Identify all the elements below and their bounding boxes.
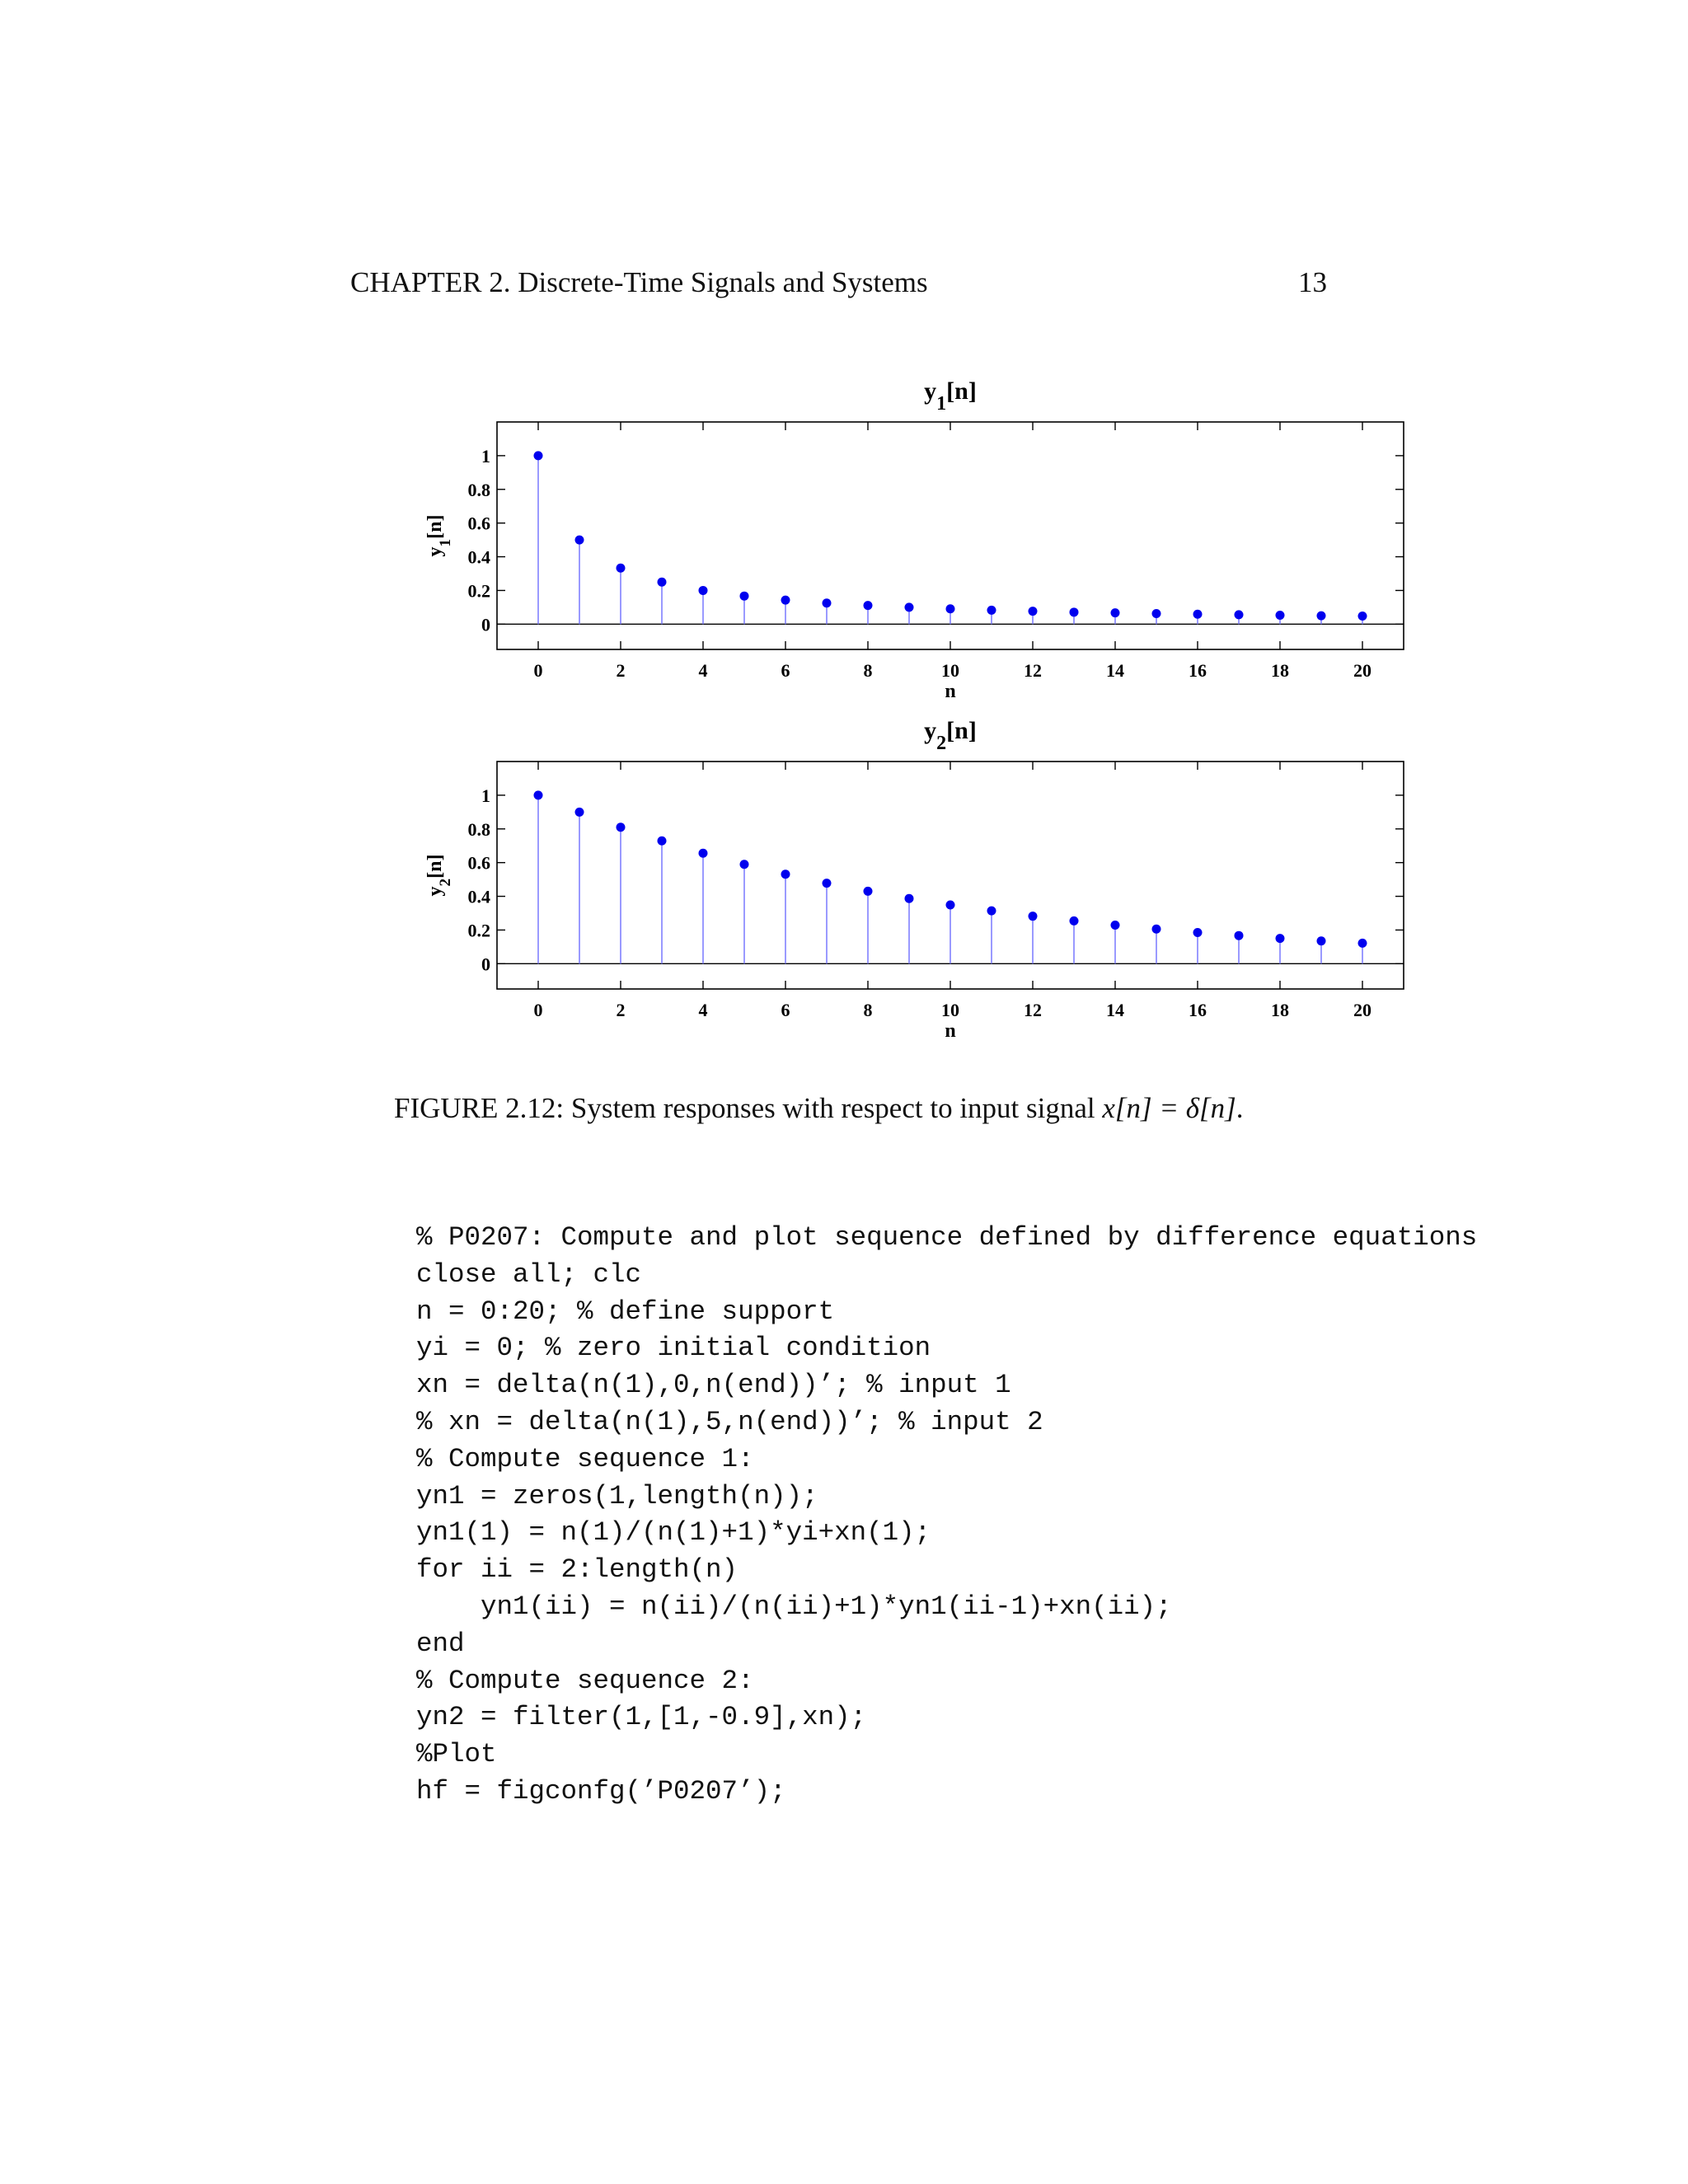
data-point [1111,608,1120,617]
x-axis-label: n [945,681,956,702]
y-tick-label: 0 [481,954,490,975]
x-tick-label: 16 [1189,660,1207,681]
data-point [905,602,914,612]
x-tick-label: 20 [1353,660,1372,681]
y-axis-label: $y_1[n]$ [424,514,454,557]
x-tick-label: 14 [1106,660,1124,681]
figure-caption [394,1092,1383,1125]
data-point [781,596,790,605]
caption-end: . [1236,1092,1244,1124]
plot-title: $y_1[n]$ [924,377,977,415]
running-head [350,266,1327,306]
data-point [699,849,708,858]
data-point [864,601,873,610]
y-tick-label: 0.8 [467,818,490,840]
data-point [987,907,996,916]
code-line: %Plot [416,1739,497,1770]
code-line: % P0207: Compute and plot sequence defined by difference equations [416,1222,1478,1253]
x-tick-label: 20 [1353,1000,1372,1020]
data-point [699,586,708,595]
x-tick-label: 4 [698,660,708,681]
chapter-title: CHAPTER 2. Discrete-Time Signals and Systems [350,266,928,298]
x-tick-label: 6 [781,660,790,681]
data-point [1152,609,1161,618]
caption-math: x[n] = δ[n] [1102,1092,1236,1124]
data-point [1235,610,1244,619]
code-line: yn1(1) = n(1)/(n(1)+1)*yi+xn(1); [416,1517,931,1549]
y-tick-label: 0.6 [467,852,490,874]
x-tick-label: 12 [1024,1000,1042,1020]
data-point [1317,612,1326,621]
x-tick-label: 12 [1024,660,1042,681]
data-point [946,900,955,909]
plot-y1 [424,377,1404,702]
data-point [823,598,832,607]
code-line: end [416,1628,465,1659]
data-point [946,604,955,613]
x-tick-label: 4 [698,1000,708,1020]
data-point [1276,611,1285,620]
data-point [740,592,749,601]
y-tick-label: 0.2 [467,920,490,941]
code-line: close all; clc [416,1258,642,1290]
data-point [617,564,626,573]
data-point [823,879,832,888]
code-line: yi = 0; % zero initial condition [416,1333,931,1364]
code-line: yn2 = filter(1,[1,-0.9],xn); [416,1702,867,1733]
data-point [1358,939,1367,948]
code-line: yn1(ii) = n(ii)/(n(ii)+1)*yn1(ii-1)+xn(ii); [416,1591,1172,1622]
x-tick-label: 14 [1106,1000,1124,1020]
data-point [658,578,667,587]
code-line: yn1 = zeros(1,length(n)); [416,1480,818,1511]
data-point [1276,934,1285,943]
data-point [905,894,914,903]
data-point [1111,921,1120,930]
y-tick-label: 0.8 [467,479,490,500]
code-line: % Compute sequence 2: [416,1665,754,1696]
x-tick-label: 18 [1271,1000,1289,1020]
data-point [987,606,996,615]
data-point [1317,936,1326,945]
code-line: n = 0:20; % define support [416,1296,835,1327]
x-tick-label: 0 [533,1000,543,1020]
x-tick-label: 16 [1189,1000,1207,1020]
y-axis-label: $y_2[n]$ [424,854,454,897]
x-tick-label: 2 [616,660,626,681]
code-line: hf = figconfg(’P0207’); [416,1775,786,1807]
data-point [534,790,543,799]
data-point [1193,928,1203,937]
caption-text: FIGURE 2.12: System responses with respect to input signal [394,1092,1103,1124]
data-point [781,869,790,879]
data-point [1193,610,1203,619]
figure [0,354,1688,1055]
y-tick-label: 0 [481,614,490,635]
data-point [1235,931,1244,940]
y-tick-label: 0.4 [467,546,490,568]
data-point [1070,916,1079,926]
x-axis-label: n [945,1020,956,1042]
data-point [1029,607,1038,616]
data-point [534,451,543,460]
x-tick-label: 6 [781,1000,790,1020]
y-tick-label: 0.2 [467,580,490,602]
plot-title: $y_2[n]$ [924,717,977,754]
data-point [575,536,584,545]
y-tick-label: 0.6 [467,513,490,534]
data-point [1358,612,1367,621]
data-point [575,808,584,817]
data-point [658,837,667,846]
data-point [1152,925,1161,934]
y-tick-label: 1 [481,785,490,806]
data-point [1029,912,1038,921]
data-point [1070,607,1079,616]
x-tick-label: 10 [941,1000,959,1020]
data-point [740,860,749,869]
x-tick-label: 2 [616,1000,626,1020]
x-tick-label: 8 [863,660,873,681]
x-tick-label: 8 [863,1000,873,1020]
page-number: 13 [1298,266,1327,298]
code-line: for ii = 2:length(n) [416,1554,738,1586]
y-tick-label: 1 [481,445,490,466]
code-line: xn = delta(n(1),0,n(end))’; % input 1 [416,1370,1011,1401]
code-line: % xn = delta(n(1),5,n(end))’; % input 2 [416,1406,1043,1437]
code-line: % Compute sequence 1: [416,1443,754,1474]
data-point [864,887,873,896]
x-tick-label: 18 [1271,660,1289,681]
plot-y2 [424,717,1404,1042]
x-tick-label: 10 [941,660,959,681]
data-point [617,823,626,832]
x-tick-label: 0 [533,660,543,681]
y-tick-label: 0.4 [467,886,490,907]
code-listing [416,1220,1653,1811]
